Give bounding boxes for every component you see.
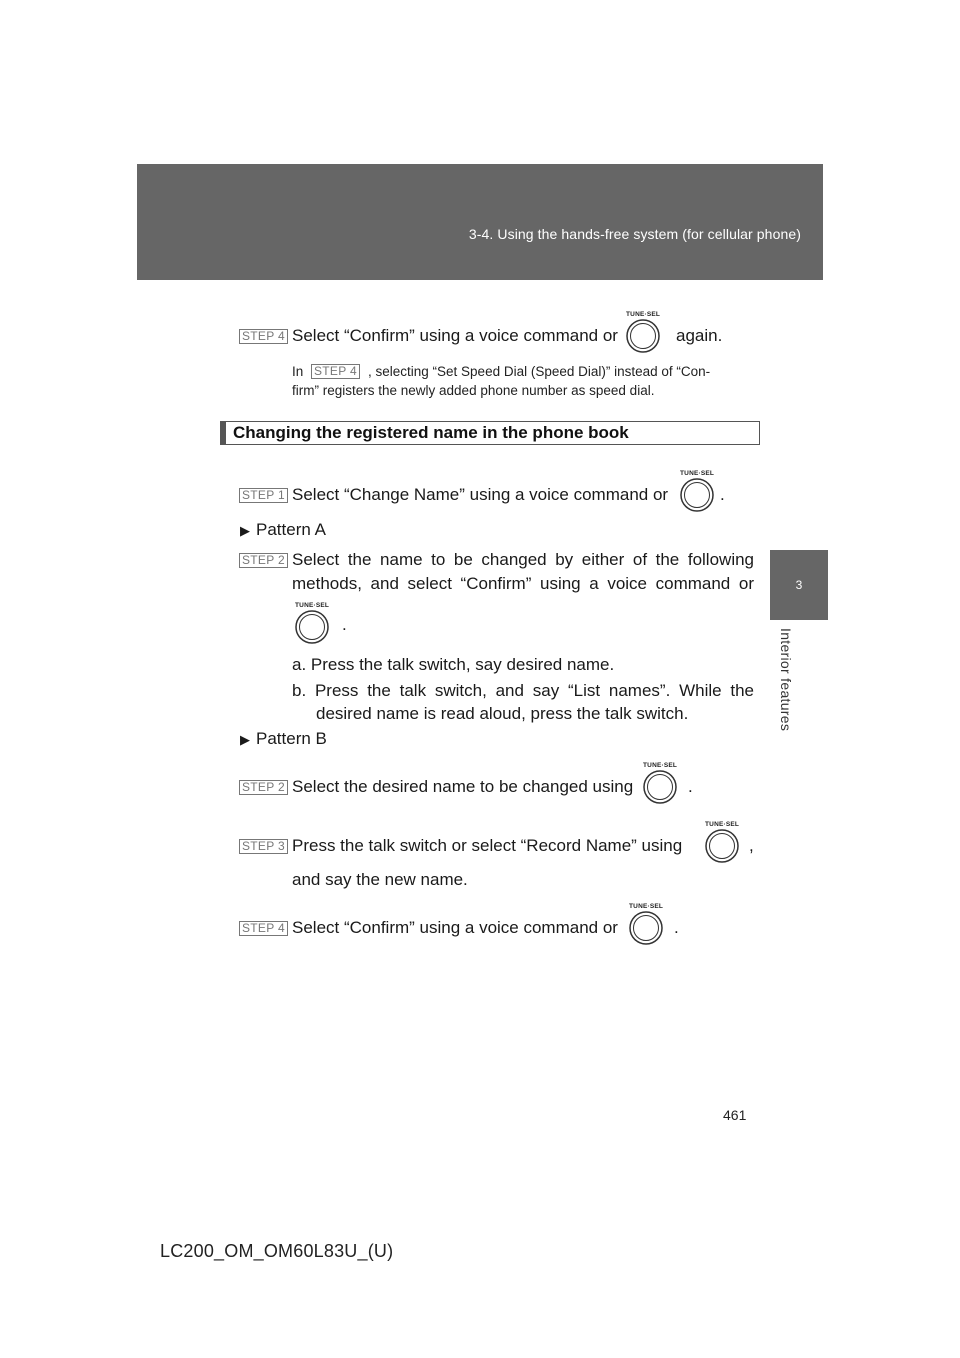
pattern-heading: ▶ Pattern A — [240, 520, 326, 539]
step-badge: STEP 2 — [239, 553, 288, 568]
tune-sel-knob-icon: TUNE·SEL — [629, 903, 663, 950]
step-text: Select the name to be changed by either of the following — [292, 550, 754, 569]
pattern-heading: ▶ Pattern B — [240, 729, 327, 748]
chapter-title: 3-4. Using the hands-free system (for cellular phone) — [468, 226, 801, 242]
step-text: . — [674, 918, 679, 937]
step-badge: STEP 3 — [239, 839, 288, 854]
side-tab-number-text: 3 — [795, 578, 803, 592]
tune-sel-knob-icon: TUNE·SEL — [295, 602, 329, 649]
step-text: again. — [676, 326, 723, 345]
method-item: a. Press the talk switch, say desired name. — [292, 655, 615, 674]
triangle-bullet-icon: ▶ — [240, 732, 250, 747]
method-item: desired name is read aloud, press the talk switch. — [316, 704, 689, 723]
step-text: and say the new name. — [292, 870, 468, 889]
note-prefix: In — [292, 364, 304, 379]
tune-sel-knob-icon: TUNE·SEL — [705, 821, 739, 868]
step-text: Press the talk switch or select “Record Name” using — [292, 836, 683, 855]
step-text: , — [749, 836, 754, 855]
step-text: Select “Change Name” using a voice command or — [292, 485, 669, 504]
tune-sel-knob-icon: TUNE·SEL — [626, 311, 660, 358]
side-tab-label-text: Interior features — [778, 628, 794, 732]
page-number: 461 — [723, 1107, 747, 1123]
step-badge: STEP 1 — [239, 488, 288, 503]
step-badge: STEP 2 — [239, 780, 288, 795]
note-text: firm” registers the newly added phone number as speed dial. — [292, 383, 655, 398]
note-text: , selecting “Set Speed Dial (Speed Dial)” instead of “Con- — [368, 364, 711, 379]
step-text: Select the desired name to be changed using — [292, 777, 634, 796]
step-text: methods, and select “Confirm” using a voice command or — [292, 574, 754, 593]
tune-sel-knob-icon: TUNE·SEL — [643, 762, 677, 809]
tune-sel-knob-icon: TUNE·SEL — [680, 470, 714, 517]
step-badge: STEP 4 — [311, 364, 360, 379]
chapter-header — [137, 164, 823, 280]
step-text: Select “Confirm” using a voice command or — [292, 326, 618, 345]
section-bar — [221, 422, 226, 444]
step-badge: STEP 4 — [239, 329, 288, 344]
side-tab-number — [770, 550, 828, 620]
step-text: Select “Confirm” using a voice command or — [292, 918, 618, 937]
step-text: . — [688, 777, 693, 796]
method-item: b. Press the talk switch, and say “List names”. While the — [292, 681, 754, 700]
step-text: . — [342, 615, 347, 634]
section-title: Changing the registered name in the phone book — [233, 423, 629, 442]
section-header — [220, 421, 760, 445]
step-badge: STEP 4 — [239, 921, 288, 936]
triangle-bullet-icon: ▶ — [240, 523, 250, 538]
step-text: . — [720, 485, 725, 504]
document-code: LC200_OM_OM60L83U_(U) — [160, 1241, 394, 1261]
side-tab-label — [770, 620, 828, 740]
